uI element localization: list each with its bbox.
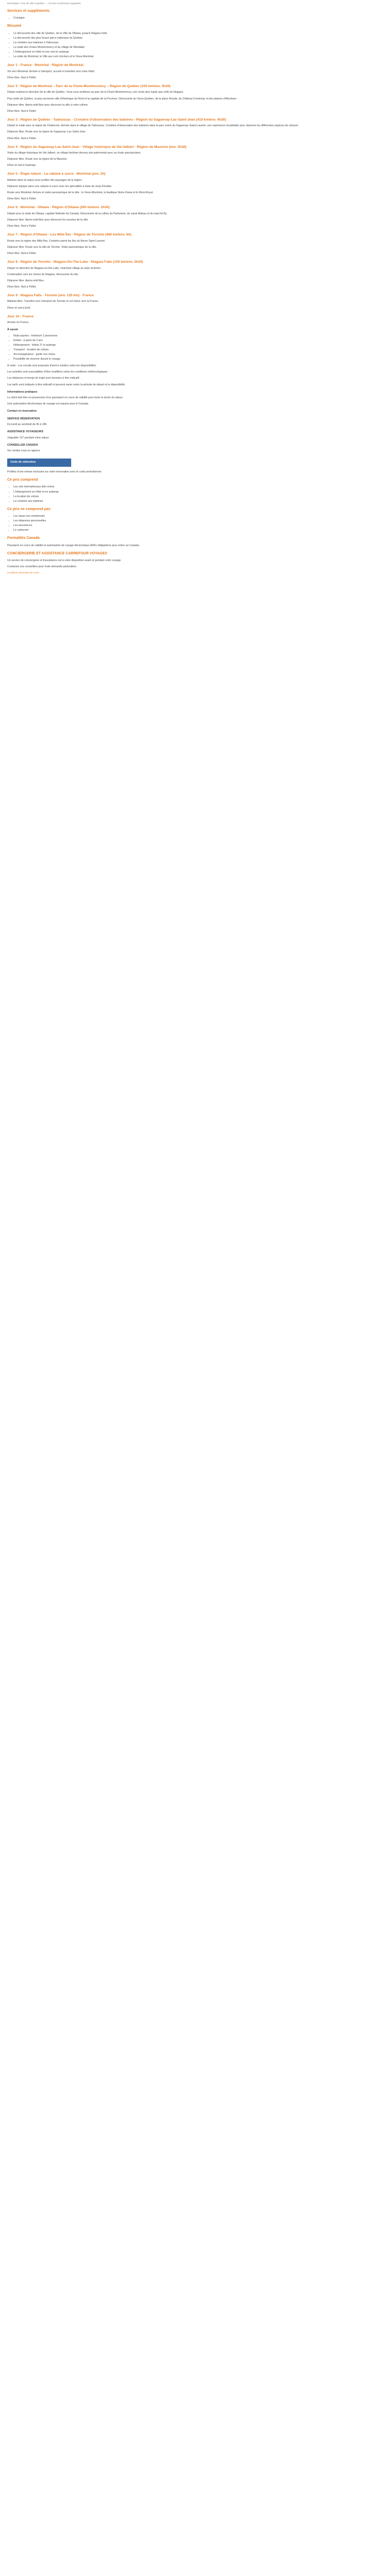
breadcrumb: Description / Tour de ville à Québec — Circuits et itinéraires organisés (7, 2, 81, 5)
day-paragraph: Dîner libre. Nuit à l'hôtel. (7, 285, 37, 289)
day-paragraph: Déjeuner typique dans une cabane à sucre avec les spécialités à base de sirop d'érable. (7, 185, 112, 189)
remark: Les distances et temps de trajet sont données à titre indicatif. (7, 377, 80, 380)
day-paragraph: Route vers Montréal. Arrivée et visite panoramique de la ville : le Vieux-Montréal, la basilique Notre-Dame et le Mont-Royal. (7, 191, 154, 195)
day-title: Jour 4 : Région du Saguenay-Lac-Saint-Jean - Village historique de Val-Jalbert - Région de Mauricie (env. 3h30) (7, 145, 187, 149)
avance-item: • Transport : location de voiture (13, 348, 384, 352)
not-included-title: Ce prix ne comprend pas (7, 507, 51, 511)
contact-heading: ASSISTANCE VOYAGEURS (7, 430, 43, 434)
day-paragraph: Dîner libre. Nuit à l'hôtel. (7, 137, 37, 140)
day-paragraph: Matinée dans la nature pour profiter des paysages de la région. (7, 178, 83, 182)
resume-item: • La visite des chutes Montmorency et du village de Wendake (13, 45, 384, 50)
page (0, 0, 391, 587)
contact-line: Du lundi au vendredi de 9h à 18h (7, 423, 47, 427)
day-paragraph: Départ pour la visite de Ottawa, capitale fédérale du Canada. Découverte de la colline du Parlement, du canal Rideau et du marché By. (7, 212, 168, 215)
avance-item: • Hébergement : hôtels 3* et auberge (13, 343, 384, 348)
avance-section (7, 328, 384, 362)
contact-line: Joignable 7j/7 pendant votre séjour (7, 436, 49, 439)
avance-item: • Nuits payées : minimum 2 personnes (13, 334, 384, 338)
contact-heading: SERVICE RÉSERVATION (7, 417, 40, 420)
day-title: Jour 8 : Région de Toronto - Niagara-On-The-Lake - Niagara Falls (120 km/env. 2h30) (7, 260, 143, 264)
contact-line: Sur rendez-vous en agence (7, 449, 40, 453)
day-paragraph: Déjeuner libre. Route vers la ville de Toronto. Visite panoramique de la ville. (7, 245, 97, 249)
day-title: Jour 3 : Région de Québec - Tadoussac - Croisière d'observation des baleines - Région du Saguenay-Lac-Saint-Jean (410 km/env. 4h30) (7, 117, 226, 122)
day-paragraph: Dîner libre. Nuit à l'hôtel. (7, 197, 37, 201)
day-paragraph: Déjeuner libre. Route vers la région du Saguenay–Lac-Saint-Jean. (7, 130, 86, 134)
concierge-text (7, 558, 384, 569)
resume-item: • Le découverte des ville de Québec, de la Ville de Ottawa, jusqu'à Niagara Falls (13, 31, 384, 36)
extras-text (7, 396, 384, 406)
day-title: Jour 7 : Région d'Ottawa - Les Mille Îles - Région de Toronto (460 km/env. 6h) (7, 233, 132, 237)
contact-section (7, 409, 384, 453)
day-paragraph: Départ le matin pour la région de Charlevoix. Arrivée dans le village de Tadoussac. Croisière d'observation des baleines dans le parc marin du Saguenay–Saint-Laurent, une expérience inoubliable pour observer les différentes espèces de cétacés. (7, 124, 299, 128)
day-paragraph: Visite du village historique de Val-Jalbert, un village fantôme devenu site patrimonial avec sa chute spectaculaire. (7, 151, 141, 155)
contact-title: Contact et réservation (7, 410, 37, 413)
day-paragraph: Route vers la région des Mille-Îles. Croisière parmi les îles du fleuve Saint-Laurent. (7, 239, 106, 243)
remark: À noter : Les circuits sont proposés d'avril à octobre selon les disponibilités. (7, 364, 97, 368)
promo-intro: Profitez d'une remise exclusive sur votre réservation avec le code promotionnel. (7, 470, 102, 474)
not-included-list (7, 514, 384, 533)
day-paragraph: Départ en direction de Niagara-on-the-Lake, charmant village au style victorien. (7, 266, 102, 270)
resume-item: • La découverte des plus beaux parcs nationaux du Québec (13, 36, 384, 41)
contact-blocks (7, 417, 384, 454)
avance-item: • Enfant : à partir de 3 ans (13, 338, 384, 343)
day-paragraph: Déjeuner libre. Après-midi libre. (7, 279, 45, 282)
day-paragraph: Dîner et nuit à l'auberge. (7, 164, 37, 167)
day-paragraph: Dîner libre. Nuit à l'hôtel. (7, 76, 37, 79)
not-included-item: • Les dépenses personnelles (13, 519, 384, 523)
formalities-title: Formalités Canada (7, 536, 40, 540)
day-paragraph: Déjeuner libre. Après-midi libre pour découvrir la ville à votre rythme. (7, 103, 89, 107)
day-title: Jour 9 : Niagara Falls - Toronto (env. 125 km) - France (7, 293, 94, 297)
day-title: Jour 1 : France - Montréal - Région de Montréal (7, 63, 84, 67)
services-list (7, 16, 384, 21)
extras-paragraph: Une autorisation électronique de voyage est requise pour le Canada. (7, 402, 89, 406)
footer-link[interactable] (7, 571, 384, 575)
extras-paragraph: Le client doit être en possession d'un passeport en cours de validité pour toute la durée du séjour. (7, 396, 123, 400)
not-included-item: • Le carburant (13, 528, 384, 533)
day-paragraph: Dîner libre. Nuit à l'hôtel. (7, 251, 37, 255)
avance-item: • Accompagnateur : guide non inclus (13, 352, 384, 357)
day-paragraph: Déjeuner libre. Après-midi libre pour découvrir les musées de la ville. (7, 218, 89, 222)
footer-link-text[interactable]: Conditions générales de vente (7, 571, 40, 574)
day-paragraph: Vol vers Montréal. Arrivée à l'aéroport, accueil et transfert vers votre hôtel. (7, 70, 95, 73)
avance-item: • Possibilité de réserver durant le voyage (13, 357, 384, 362)
remark: Les activités sont susceptibles d'être modifiées selon les conditions météorologiques. (7, 370, 108, 374)
avance-title: À savoir (7, 328, 19, 332)
included-note: Les tarifs sont indiqués à titre indicatif et peuvent varier selon la période de départ et la disponibilité. (7, 383, 126, 386)
resume-item: • La visite de Montréal, la Ville aux cent clochers et le Vieux-Montréal (13, 55, 384, 59)
day-paragraph: Arrivée en France. (7, 321, 29, 325)
included-item: • La location de voiture (13, 495, 384, 499)
concierge-paragraph: Contactez nos conseillers pour toute demande particulière. (7, 565, 77, 569)
avance-list (7, 334, 384, 362)
formalities-text: Passeport en cours de validité et autorisation de voyage électronique (AVE) obligatoires pour entrer au Canada. (7, 544, 140, 547)
not-included-item: • Les repas non mentionnés (13, 514, 384, 519)
day-paragraph: Dîner et nuit à bord. (7, 306, 31, 310)
extras-section (7, 390, 384, 407)
concierge-title: CONCIERGERIE ET ASSISTANCE CARREFOUR VOYAGES (7, 551, 107, 555)
day-title: Jour 6 : Montréal - Ottawa - Région d'Ottawa (200 km/env. 2h30) (7, 206, 110, 210)
services-title: Services et suppléments (7, 9, 50, 13)
extras-title: Informations pratiques (7, 390, 38, 394)
day-title: Jour 10 : France (7, 314, 34, 318)
promo-banner: Code de réduction (7, 459, 71, 467)
included-item: • L'hébergement en hôtel et en auberge (13, 490, 384, 495)
day-paragraph: Puis visite de Québec, la plus ancienne ville d'Amérique du Nord et la capitale de la Province. Découverte du Vieux-Québec, de la place Royale, du Château Frontenac et des plaines d'Abraham. (7, 97, 237, 100)
day-paragraph: Dîner libre. Nuit à l'hôtel. (7, 225, 37, 228)
day-title: Jour 5 : Étape nature - La cabane à sucre - Montréal (env. 2h) (7, 172, 106, 176)
itinerary (7, 62, 384, 325)
day-paragraph: Déjeuner libre. Route vers la région de la Mauricie. (7, 158, 68, 161)
day-title: Jour 2 : Région de Montréal – Parc de la Chute-Montmorency – Région de Québec (330 km/env. 3h30) (7, 84, 171, 88)
services-item: • Consigne (13, 16, 384, 21)
resume-item: • L'hébergement en hôtel et une nuit en auberge (13, 50, 384, 55)
remarks (7, 364, 384, 381)
resume-item: • La croisière aux baleines à Tadoussac (13, 41, 384, 45)
not-included-item: • Les assurances (13, 523, 384, 528)
included-title: Ce prix comprend (7, 478, 38, 482)
resume-title: Résumé (7, 24, 22, 28)
concierge-paragraph: Un service de conciergerie et d'assistance est à votre disposition avant et pendant votre voyage. (7, 559, 122, 563)
contact-heading: CONSEILLER CANADA (7, 443, 38, 447)
day-paragraph: Départ matinal en direction de la ville de Québec. Vous vous arrêterez au parc de la Chute-Montmorency, une chute plus haute que celle du Niagara. (7, 91, 184, 94)
resume-list (7, 31, 384, 60)
included-item: • La croisière aux baleines (13, 499, 384, 504)
day-paragraph: Continuation vers les chutes du Niagara, découverte du site. (7, 273, 79, 276)
included-item: • Les vols internationaux aller-retour (13, 485, 384, 489)
day-paragraph: Dîner libre. Nuit à l'hôtel. (7, 109, 37, 113)
included-list (7, 485, 384, 503)
day-paragraph: Matinée libre. Transfert vers l'aéroport de Toronto et vol retour vers la France. (7, 300, 99, 303)
